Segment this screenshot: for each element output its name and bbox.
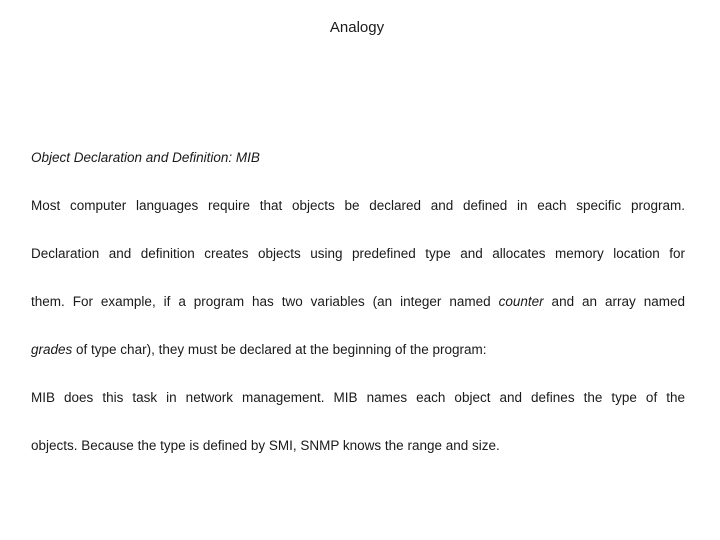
term-counter: counter <box>498 294 544 309</box>
paragraph-line: Most computer languages require that objects be declared and defined in each specific program. <box>31 198 685 213</box>
text-run: them. For example, if a program has two variables (an integer named <box>31 294 499 309</box>
paragraph-line: MIB does this task in network management. MIB names each object and defines the type of the <box>31 390 685 405</box>
paragraph-line <box>31 293 685 311</box>
paragraph-line: Declaration and definition creates objects using predefined type and allocates memory location for <box>31 246 685 261</box>
paragraph-line: objects. Because the type is defined by SMI, SNMP knows the range and size. <box>31 438 500 453</box>
slide-title: Analogy <box>329 19 385 36</box>
section-heading: Object Declaration and Definition: MIB <box>31 150 260 165</box>
text-run: and an array named <box>543 294 685 309</box>
term-grades: grades <box>31 342 73 357</box>
paragraph-line <box>31 341 685 359</box>
text-run: of type char), they must be declared at the beginning of the program: <box>72 342 487 357</box>
